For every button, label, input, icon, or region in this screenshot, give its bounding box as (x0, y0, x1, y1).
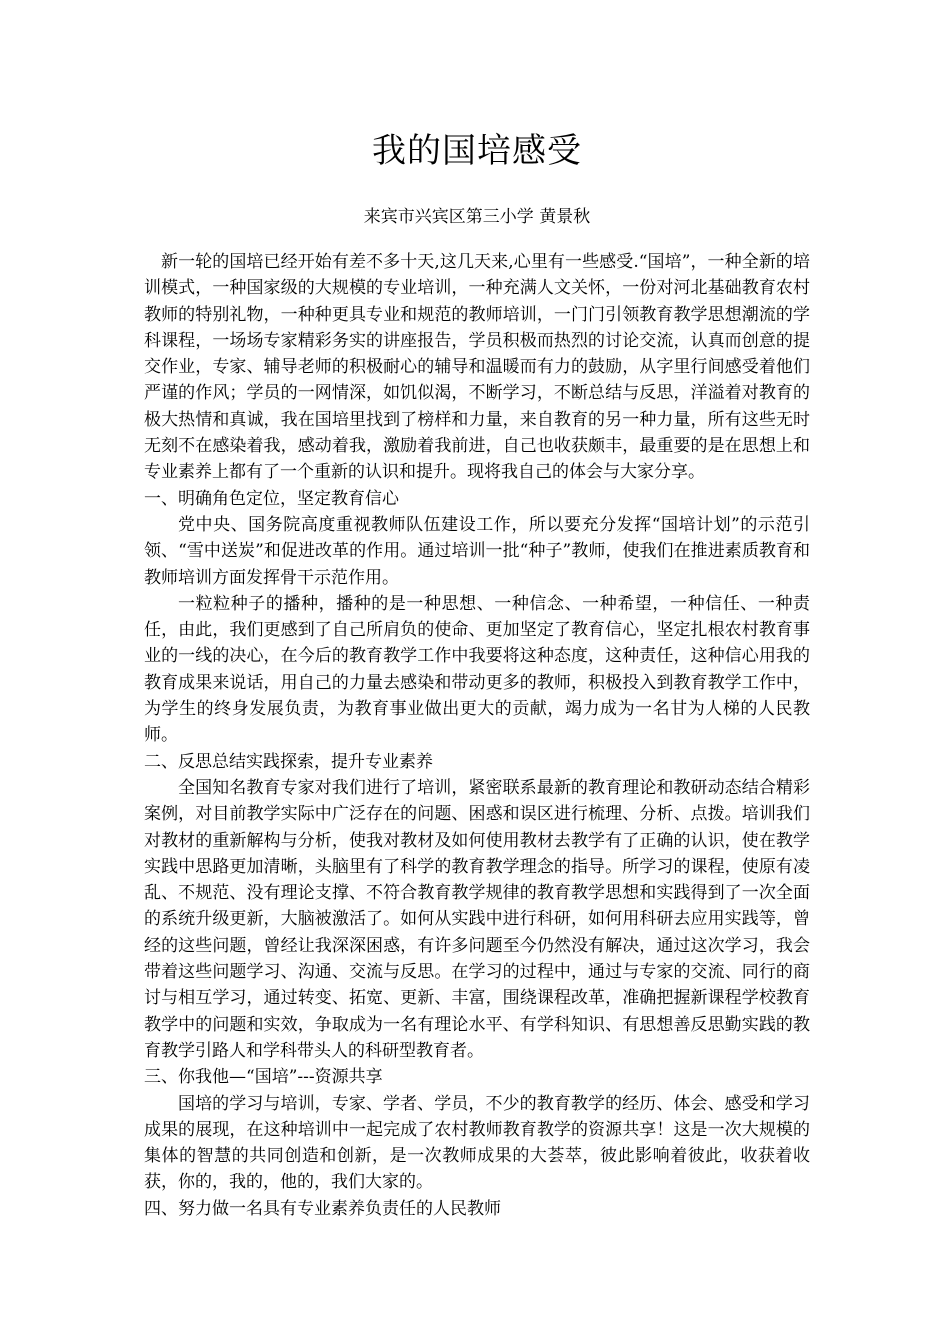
section-heading-4: 四、努力做一名具有专业素养负责任的人民教师 (144, 1198, 501, 1219)
intro-paragraph: 新一轮的国培已经开始有差不多十天,这几天来,心里有一些感受.“国培”，一种全新的培训模式，一种国家级的大规模的专业培训，一种充满人文关怀，一份对河北基础教育农村教师的特别礼物，一种种更具专业和规范的教师培训，一门门引领教育教学思想潮流的学科课程，一场场专家精彩务实的讲座报告，学员积极而热烈的讨论交流，认真而创意的提交作业，专家、辅导老师的积极耐心的辅导和温暖而有力的鼓励，从字里行间感受着他们严谨的作风；学员的一网情深，如饥似渴，不断学习，不断总结与反思，洋溢着对教育的极大热情和真诚，我在国培里找到了榜样和力量，来自教育的另一种力量，所有这些无时无刻不在感染着我，感动着我，激励着我前进，自己也收获颇丰，最重要的是在思想上和专业素养上都有了一个重新的认识和提升。现将我自己的体会与大家分享。 (144, 252, 810, 483)
section-1-paragraph-2: 一粒粒种子的播种，播种的是一种思想、一种信念、一种希望，一种信任、一种责任，由此，我们更感到了自己所肩负的使命、更加坚定了教育信心，坚定扎根农村教育事业的一线的决心，在今后的教育教学工作中我要将这种态度，这种责任，这种信心用我的教育成果来说话，用自己的力量去感染和带动更多的教师，积极投入到教育教学工作中，为学生的终身发展负责，为教育事业做出更大的贡献，竭力成为一名甘为人梯的人民教师。 (144, 593, 810, 746)
section-heading-1: 一、明确角色定位，坚定教育信心 (144, 488, 399, 509)
section-heading-3: 三、你我他—“国培”---资源共享 (144, 1067, 383, 1088)
section-1-paragraph-1: 党中央、国务院高度重视教师队伍建设工作，所以要充分发挥“国培计划”的示范引领、“雪中送炭”和促进改革的作用。通过培训一批“种子”教师，使我们在推进素质教育和教师培训方面发挥骨干示范作用。 (144, 514, 810, 588)
section-heading-2: 二、反思总结实践探索，提升专业素养 (144, 751, 433, 772)
section-3-paragraph-1: 国培的学习与培训，专家、学者、学员，不少的教育教学的经历、体会、感受和学习成果的展现，在这种培训中一起完成了农村教师教育教学的资源共享！这是一次大规模的集体的智慧的共同创造和创新，是一次教师成果的大荟萃，彼此影响着彼此，收获着收获，你的，我的，他的，我们大家的。 (144, 1093, 810, 1193)
section-2-paragraph-1: 全国知名教育专家对我们进行了培训，紧密联系最新的教育理论和教研动态结合精彩案例，对目前教学实际中广泛存在的问题、困惑和误区进行梳理、分析、点拨。培训我们对教材的重新解构与分析，使我对教材及如何使用教材去教学有了正确的认识，使在教学实践中思路更加清晰，头脑里有了科学的教育教学理念的指导。所学习的课程，使原有凌乱、不规范、没有理论支撑、不符合教育教学规律的教育教学思想和实践得到了一次全面的系统升级更新，大脑被激活了。如何从实践中进行科研，如何用科研去应用实践等，曾经的这些问题，曾经让我深深困惑，有许多问题至今仍然没有解决，通过这次学习，我会带着这些问题学习、沟通、交流与反思。在学习的过程中，通过与专家的交流、同行的商讨与相互学习，通过转变、拓宽、更新、丰富，围绕课程改革，准确把握新课程学校教育教学中的问题和实效，争取成为一名有理论水平、有学科知识、有思想善反思勤实践的教育教学引路人和学科带头人的科研型教育者。 (144, 777, 810, 1061)
document-title: 我的国培感受 (372, 131, 582, 171)
document-body (144, 249, 810, 1222)
author-byline: 来宾市兴宾区第三小学 黄景秋 (363, 207, 591, 227)
